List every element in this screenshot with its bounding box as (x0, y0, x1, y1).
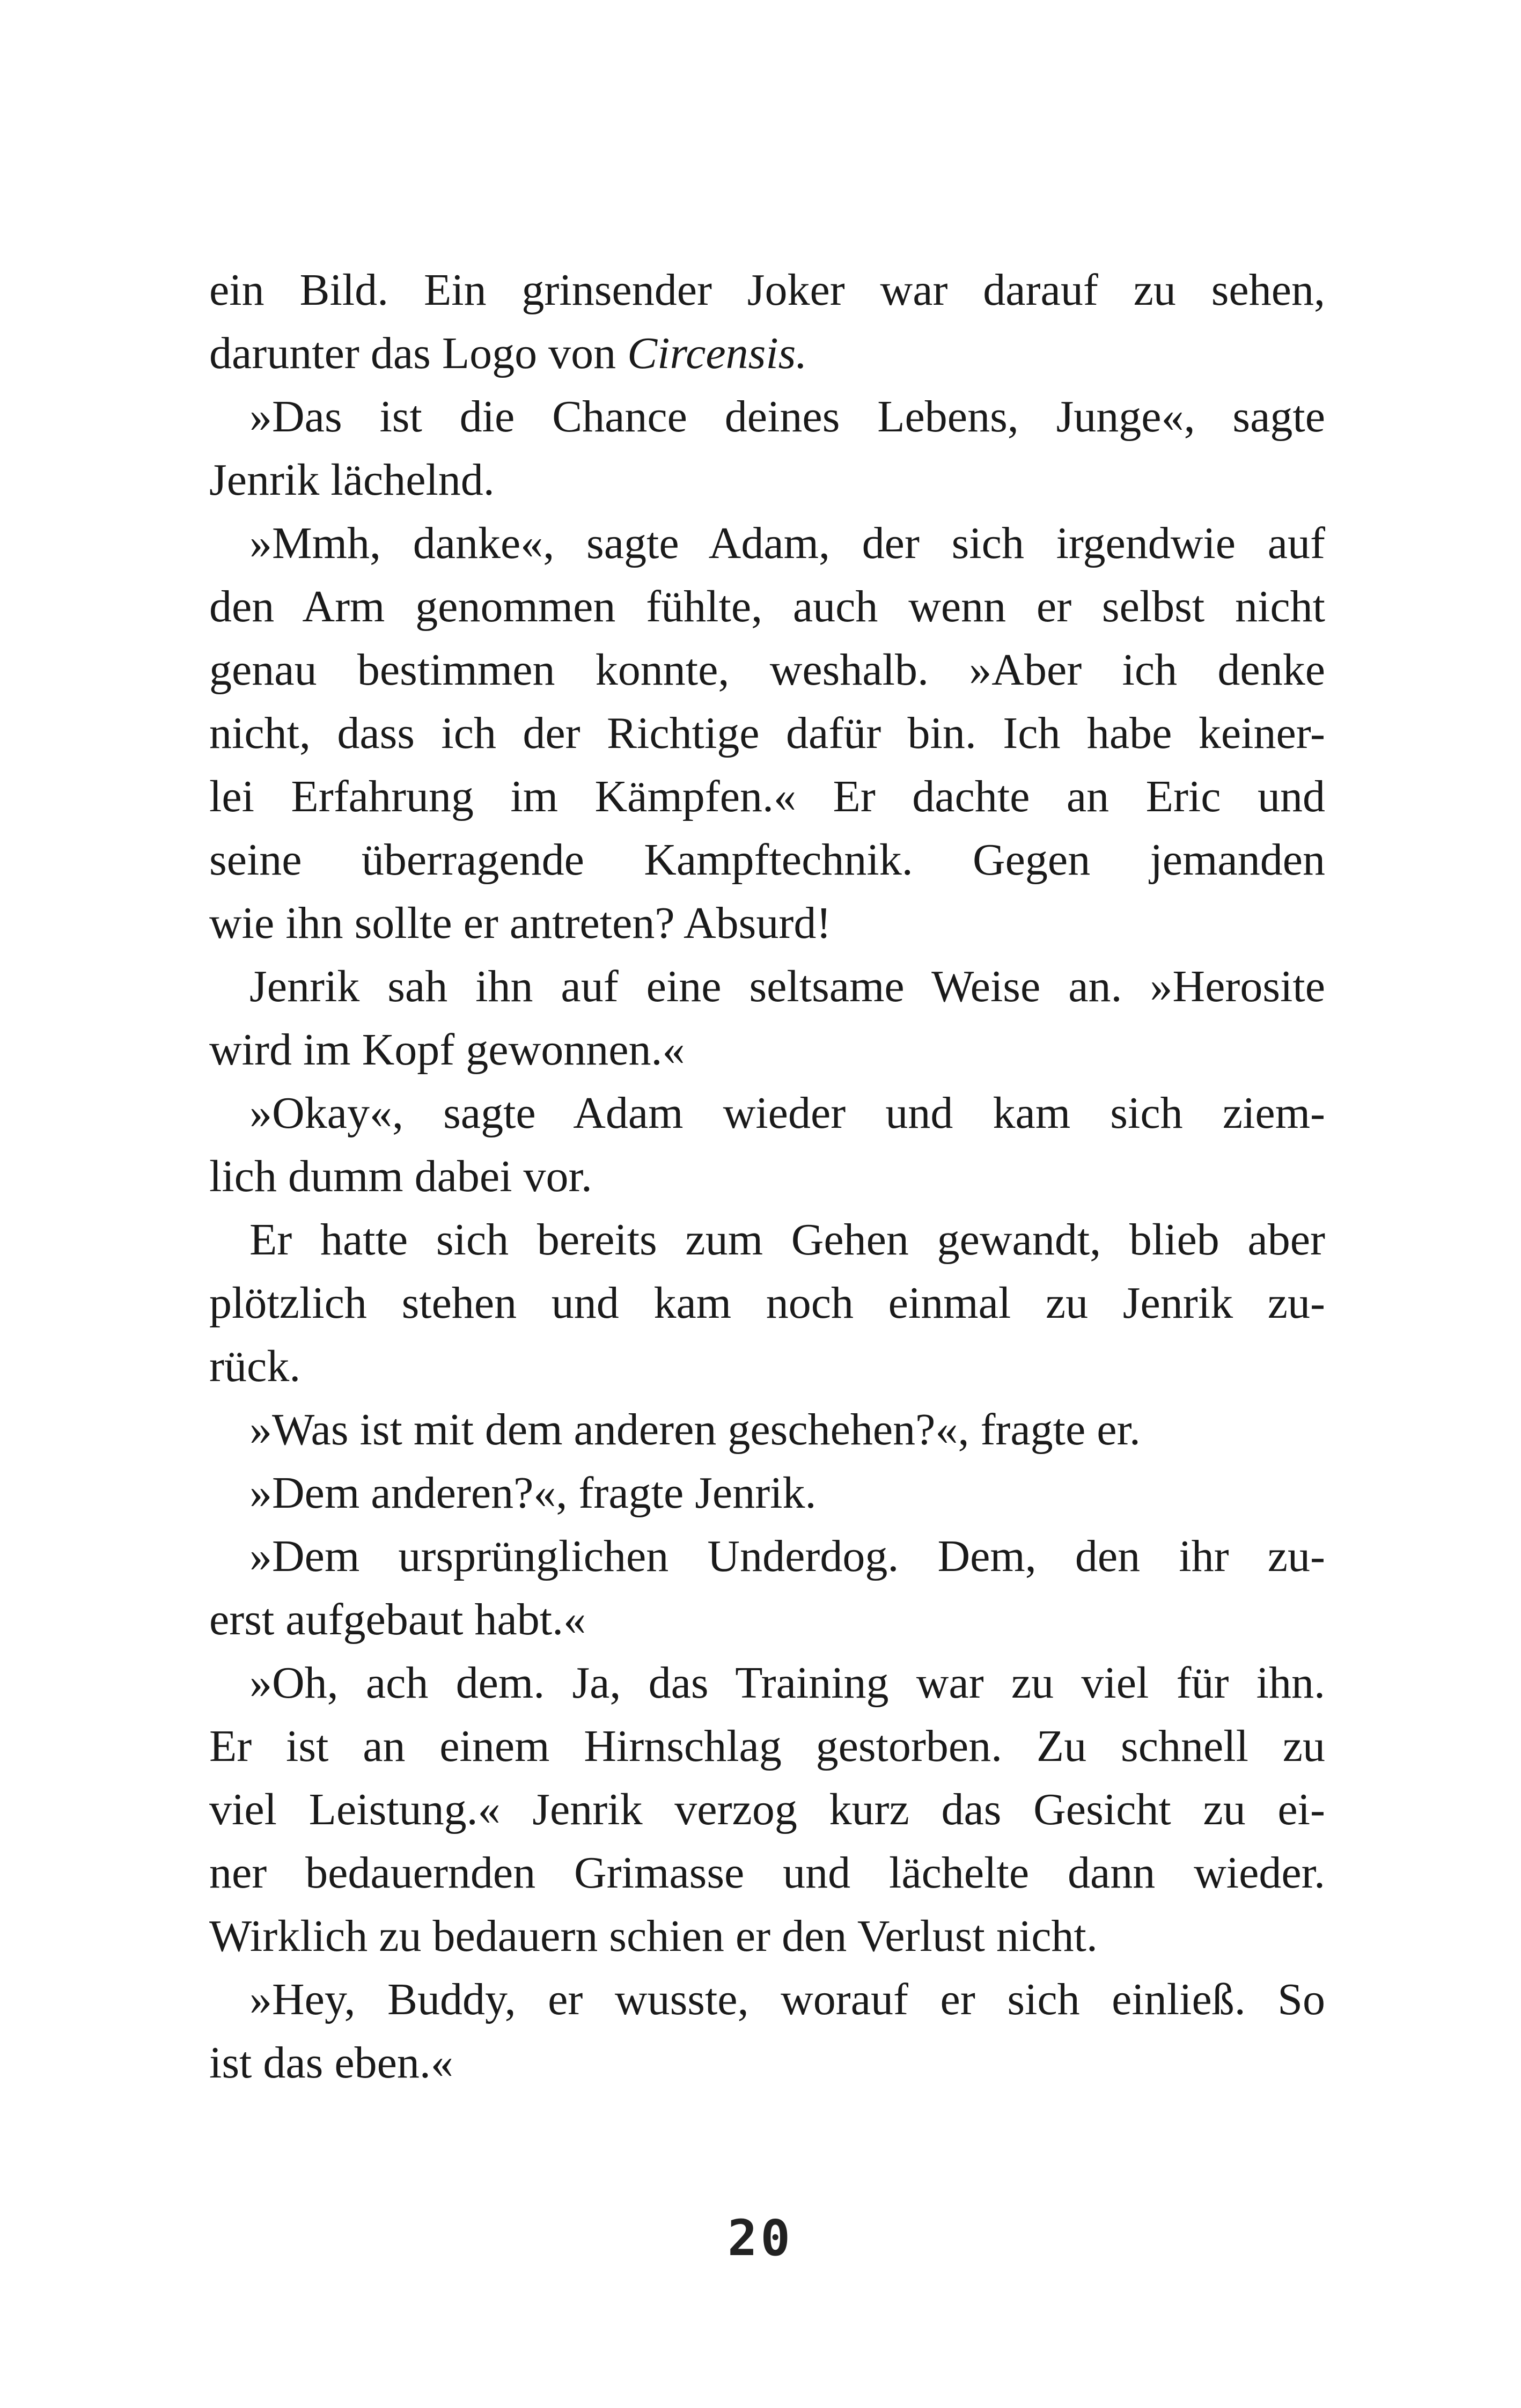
page-number: 20 (728, 2209, 793, 2267)
text-line: Er ist an einem Hirnschlag gestorben. Zu schnell zu (209, 1721, 1325, 1771)
text-line: Jenrik sah ihn auf eine seltsame Weise an. »Herosite (249, 961, 1325, 1011)
text-line: »Okay«, sagte Adam wieder und kam sich ziem- (249, 1088, 1325, 1138)
text-line: rück. (209, 1341, 301, 1391)
text-line: Er hatte sich bereits zum Gehen gewandt, blieb aber (249, 1215, 1325, 1265)
text-line: den Arm genommen fühlte, auch wenn er selbst nicht (209, 582, 1325, 632)
italic-title: Circensis. (627, 328, 807, 378)
text-line: genau bestimmen konnte, weshalb. »Aber ich denke (209, 645, 1325, 695)
text-line: ist das eben.« (209, 2038, 453, 2088)
text-line: »Hey, Buddy, er wusste, worauf er sich einließ. So (249, 1974, 1325, 2024)
text-line (209, 322, 1325, 385)
text-line: wie ihn sollte er antreten? Absurd! (209, 898, 832, 948)
text-line: Wirklich zu bedauern schien er den Verlust nicht. (209, 1911, 1098, 1961)
body-text (209, 259, 1325, 2095)
text-line: »Das ist die Chance deines Lebens, Junge«, sagte (249, 392, 1325, 442)
text-line: viel Leistung.« Jenrik verzog kurz das Gesicht zu ei- (209, 1785, 1325, 1834)
text-line: »Was ist mit dem anderen geschehen?«, fragte er. (249, 1405, 1141, 1455)
text-line: Jenrik lächelnd. (209, 455, 495, 505)
text-line: »Dem anderen?«, fragte Jenrik. (249, 1468, 817, 1518)
text-line: wird im Kopf gewonnen.« (209, 1025, 685, 1075)
text-line: ein Bild. Ein grinsender Joker war darauf zu sehen, (209, 265, 1325, 315)
text-line: nicht, dass ich der Richtige dafür bin. Ich habe keiner- (209, 708, 1325, 758)
text-line: plötzlich stehen und kam noch einmal zu Jenrik zu- (209, 1278, 1325, 1328)
text-line: »Oh, ach dem. Ja, das Training war zu viel für ihn. (249, 1658, 1325, 1708)
text-line: seine überragende Kampftechnik. Gegen jemanden (209, 835, 1325, 885)
text-line: »Mmh, danke«, sagte Adam, der sich irgendwie auf (249, 518, 1325, 568)
text-line: erst aufgebaut habt.« (209, 1595, 586, 1645)
text-fragment: darunter das Logo von (209, 328, 628, 378)
text-line: ner bedauernden Grimasse und lächelte dann wieder. (209, 1848, 1325, 1898)
text-line: »Dem ursprünglichen Underdog. Dem, den ihr zu- (249, 1531, 1325, 1581)
text-line: lei Erfahrung im Kämpfen.« Er dachte an Eric und (209, 772, 1325, 821)
text-line: lich dumm dabei vor. (209, 1151, 592, 1201)
